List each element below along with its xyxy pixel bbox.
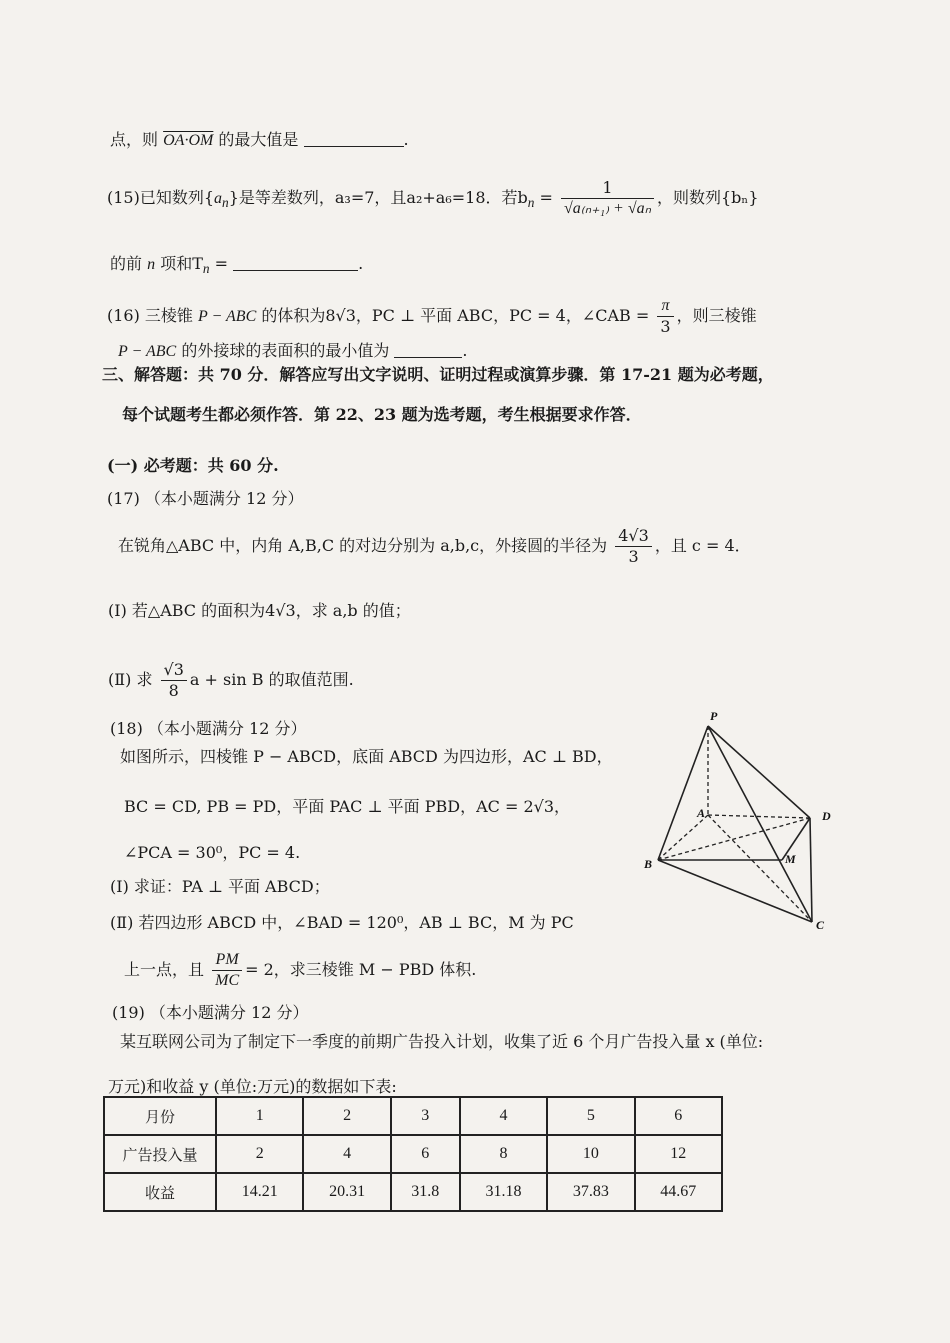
- q16-frac-den: 3: [660, 317, 671, 336]
- q15-line-1: (15)已知数列$\{a_n\}$是等差数列，a₃=7，且a₂+a₆=18．若$b_n$ = $\frac{1}{\text{√a₍ₙ₊₁₎ + √aₙ}}$ ，则数列{bₙ}: [107, 178, 759, 217]
- table-cell: 44.67: [635, 1173, 722, 1211]
- q18-header: (18) （本小题满分 12 分）: [110, 719, 307, 738]
- table-cell: 5: [547, 1097, 634, 1135]
- q17-part-2: [108, 660, 354, 701]
- q16-answer-blank: [394, 357, 462, 358]
- q16-l2-pabc: P − ABC: [118, 343, 177, 360]
- table-cell: 2: [303, 1097, 390, 1135]
- table-cell: 1: [216, 1097, 303, 1135]
- label-p: P: [710, 709, 718, 723]
- edge-ac: [708, 815, 812, 922]
- q15-l2-n: n: [147, 256, 156, 273]
- q14-line: [110, 129, 409, 152]
- table-row-header: 广告投入量: [104, 1135, 216, 1173]
- table-cell: 31.18: [460, 1173, 547, 1211]
- part-one-title: (一) 必考题：共 60 分.: [107, 456, 279, 475]
- section-3-line-2: 每个试题考生都必须作答．第 22、23 题为选考题，考生根据要求作答．: [122, 405, 642, 424]
- table-cell: 8: [460, 1135, 547, 1173]
- q19-header: (19) （本小题满分 12 分）: [112, 1003, 309, 1022]
- table-cell: 20.31: [303, 1173, 390, 1211]
- q16-l2-text: 的外接球的表面积的最小值为: [181, 341, 390, 360]
- label-a: A: [697, 806, 706, 820]
- q18-p2b-fraction: [212, 950, 242, 991]
- q18-part-2: (Ⅱ) 若四边形 ABCD 中，∠BAD = 120⁰，AB ⊥ BC，M 为 PC: [110, 913, 574, 932]
- q17-p2-a: (Ⅱ) 求: [108, 670, 153, 689]
- q18-line-2: BC = CD, PB = PD，平面 PAC ⊥ 平面 PBD，AC = 2√3，: [124, 797, 571, 816]
- edge-pc: [708, 726, 812, 922]
- q17-part-1: (Ⅰ) 若△ABC 的面积为4√3，求 a,b 的值；: [108, 601, 411, 620]
- label-d: D: [822, 809, 831, 823]
- table-cell: 2: [216, 1135, 303, 1173]
- q15-text-b: }是等差数列，a₃=7，且a₂+a₆=18．若b: [228, 188, 528, 207]
- table-cell: 4: [460, 1097, 547, 1135]
- q17-p2-den: 8: [168, 681, 179, 700]
- q15-answer-blank: [233, 270, 358, 271]
- q15-text-a: (15)已知数列{: [107, 188, 215, 207]
- q18-part-1: (Ⅰ) 求证：PA ⊥ 平面 ABCD；: [110, 877, 330, 896]
- q15-l2-sub: n: [202, 261, 210, 277]
- q15-line-2: [110, 253, 363, 280]
- q15-frac-den: √a₍ₙ₊₁₎ + √aₙ: [564, 200, 651, 217]
- edge-bc: [658, 860, 812, 922]
- q17-text-a: 在锐角△ABC 中，内角 A,B,C 的对边分别为 a,b,c，外接圆的半径为: [118, 536, 608, 555]
- edge-ad: [708, 815, 810, 818]
- q14-end: .: [403, 130, 409, 149]
- q16-line-1: [107, 296, 757, 337]
- q16-text-c: ，则三棱锥: [676, 306, 757, 325]
- table-cell: 6: [635, 1097, 722, 1135]
- table-row: [104, 1173, 722, 1211]
- q14-vectors: OA·OM: [163, 132, 214, 149]
- q16-text-a: (16) 三棱锥: [107, 306, 193, 325]
- pyramid-figure: [630, 700, 840, 935]
- q15-l2-eq: =: [209, 254, 229, 273]
- q16-l2-end: .: [462, 341, 468, 360]
- q15-fraction: [561, 178, 654, 219]
- edge-pb: [658, 726, 708, 860]
- q14-text: 点，则: [110, 130, 159, 149]
- table-cell: 12: [635, 1135, 722, 1173]
- label-m: M: [785, 852, 796, 866]
- q17-frac-num: 4√3: [615, 526, 652, 547]
- table-cell: 37.83: [547, 1173, 634, 1211]
- q15-an: a: [214, 190, 223, 207]
- q16-pabc: P − ABC: [198, 308, 257, 325]
- q15-l2-pre: 的前: [110, 254, 143, 273]
- q15-l2-end: .: [358, 254, 364, 273]
- q17-header: (17) （本小题满分 12 分）: [107, 489, 304, 508]
- q18-line-3: ∠PCA = 30⁰，PC = 4.: [124, 843, 301, 862]
- q17-frac-den: 3: [628, 547, 639, 566]
- label-b: B: [644, 857, 653, 871]
- q18-line-1: 如图所示，四棱锥 P − ABCD，底面 ABCD 为四边形，AC ⊥ BD，: [120, 747, 613, 766]
- table-row-header: 收益: [104, 1173, 216, 1211]
- q19-line-2: 万元)和收益 y (单位:万元)的数据如下表:: [108, 1077, 397, 1096]
- data-table: [103, 1096, 723, 1212]
- edge-pd: [708, 726, 810, 818]
- q18-p2b-num: PM: [212, 950, 242, 971]
- q16-line-2: [118, 340, 468, 363]
- q16-fraction: [657, 296, 673, 337]
- q15-frac-num: 1: [561, 178, 654, 199]
- table-row: [104, 1135, 722, 1173]
- table-cell: 3: [391, 1097, 460, 1135]
- label-c: C: [816, 918, 825, 932]
- q17-fraction: [615, 526, 652, 567]
- q15-l2-mid: 项和T: [160, 254, 203, 273]
- table-cell: 6: [391, 1135, 460, 1173]
- table-cell: 4: [303, 1135, 390, 1173]
- q16-text-b: 的体积为8√3，PC ⊥ 平面 ABC，PC = 4，∠CAB =: [261, 306, 650, 325]
- table-row-header: 月份: [104, 1097, 216, 1135]
- q16-frac-num: π: [657, 296, 673, 317]
- q15-eq: =: [534, 188, 553, 207]
- table-cell: 14.21: [216, 1173, 303, 1211]
- q18-p2b-a: 上一点，且: [124, 960, 205, 979]
- edge-ab: [658, 815, 708, 860]
- q14-answer-blank: [304, 146, 404, 147]
- table-row: [104, 1097, 722, 1135]
- q14-text-2: 的最大值是: [218, 130, 299, 149]
- table-cell: 10: [547, 1135, 634, 1173]
- q17-stem: [118, 526, 751, 567]
- table-cell: 31.8: [391, 1173, 460, 1211]
- edge-dc: [810, 818, 812, 922]
- q17-p2-b: a + sin B 的取值范围.: [189, 670, 354, 689]
- q17-p2-num: √3: [161, 660, 187, 681]
- q15-text-d: ，则数列{bₙ}: [657, 188, 759, 207]
- q17-p2-fraction: [161, 660, 187, 701]
- section-3-line-1: 三、解答题：共 70 分．解答应写出文字说明、证明过程或演算步骤．第 17-21 题为必考题，: [102, 365, 774, 384]
- q18-p2b-b: = 2，求三棱锥 M − PBD 体积.: [245, 960, 477, 979]
- q18-p2b-den: MC: [215, 972, 240, 989]
- q18-part-2b: [124, 950, 476, 991]
- q19-line-1: 某互联网公司为了制定下一季度的前期广告投入计划，收集了近 6 个月广告投入量 x (单位:: [120, 1032, 764, 1051]
- q17-text-b: ，且 c = 4．: [654, 536, 751, 555]
- q15-an-sub: n: [222, 195, 229, 211]
